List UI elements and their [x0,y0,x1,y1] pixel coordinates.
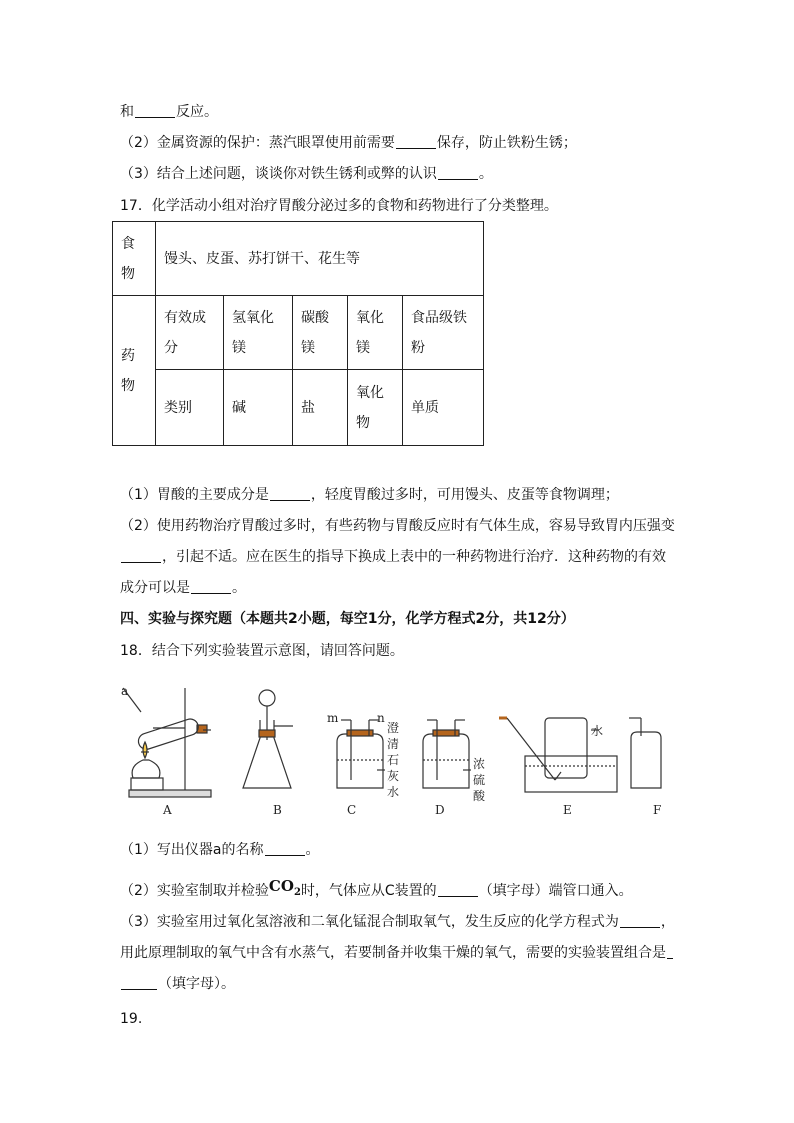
acid-1: 浓 [473,757,486,771]
answer-blank[interactable] [121,548,161,563]
question-18: 18．结合下列实验装置示意图，请回答问题。 [120,643,404,659]
label-water: 水 [591,724,604,738]
label-C: C [347,803,357,817]
answer-blank[interactable] [396,134,436,149]
table-cell: 食品级铁 粉 [403,296,484,370]
stand-base [129,790,211,797]
answer-blank[interactable] [135,103,175,118]
answer-blank[interactable] [265,841,305,856]
lime-water-2: 清 [387,737,400,751]
q18-part-3-line3: （填字母）。 [120,974,235,994]
q18-part-1: （1）写出仪器a的名称 。 [120,842,320,858]
answer-blank[interactable] [121,975,157,990]
classification-table [112,221,484,446]
food-header-cell: 食 物 [113,222,156,296]
label-A: A [163,803,172,817]
answer-blank[interactable] [438,882,478,897]
q18-part-2: （2）实验室制取并检验$CO_2$时，气体应从C装置的 （填字母）端管口通入。 [120,877,633,899]
text-line-3: （3）结合上述问题，谈谈你对铁生锈利或弊的认识 。 [120,166,493,182]
section-4-heading: 四、实验与探究题（本题共2小题，每空1分，化学方程式2分，共12分） [120,611,575,627]
table-cell: 氢氧化 镁 [224,296,293,370]
text-line-2: （2）金属资源的保护：蒸汽眼罩使用前需要 保存，防止铁粉生锈； [120,135,577,151]
food-value-cell: 馒头、皮蛋、苏打饼干、花生等 [156,222,484,296]
table-cell: 盐 [293,370,348,446]
answer-blank[interactable] [438,165,478,180]
table-cell: 氧化 镁 [348,296,403,370]
q18-part-3-line1: （3）实验室用过氧化氢溶液和二氧化锰混合制取氧气，发生反应的化学方程式为 ， [120,914,675,930]
table-cell: 氧化 物 [348,370,403,446]
q17-part-1: （1）胃酸的主要成分是 ，轻度胃酸过多时，可用馒头、皮蛋等食物调理； [120,487,619,503]
answer-blank[interactable] [667,944,673,959]
table-cell: 单质 [403,370,484,446]
question-19: 19. [120,1011,143,1027]
drug-header-cell: 药 物 [113,296,156,446]
label-m: m [327,711,339,725]
apparatus-figure [115,680,675,825]
label-B: B [273,803,282,817]
lime-water-3: 石 [387,753,400,767]
label-F: F [653,803,662,817]
label-a: a [121,684,129,698]
answer-blank[interactable] [270,486,310,501]
acid-3: 酸 [473,789,486,803]
answer-blank[interactable] [620,913,660,928]
table-cell: 碱 [224,370,293,446]
table-cell: 碳酸 镁 [293,296,348,370]
question-17: 17．化学活动小组对治疗胃酸分泌过多的食物和药物进行了分类整理。 [120,198,558,214]
label-E: E [563,803,572,817]
answer-blank[interactable] [191,579,231,594]
text-line-1: 和 反应。 [120,104,218,120]
lime-water-5: 水 [387,785,400,799]
q18-part-3-line2: 用此原理制取的氧气中含有水蒸气，若要制备并收集干燥的氧气，需要的实验装置组合是 [120,943,674,963]
label-D: D [435,803,445,817]
acid-2: 硫 [473,773,486,787]
co2-formula: $CO_2$ [268,877,301,898]
lime-water-1: 澄 [387,721,400,735]
q17-part-2-line2: ，引起不适。应在医生的指导下换成上表中的一种药物进行治疗．这种药物的有效 [120,547,666,567]
q17-part-2-line3: 成分可以是 。 [120,580,246,596]
table-cell: 类别 [156,370,224,446]
q17-part-2-line1: （2）使用药物治疗胃酸过多时，有些药物与胃酸反应时有气体生成，容易导致胃内压强变 [120,518,675,534]
label-n: n [377,711,385,725]
table-cell: 有效成 分 [156,296,224,370]
lime-water-4: 灰 [387,769,400,783]
